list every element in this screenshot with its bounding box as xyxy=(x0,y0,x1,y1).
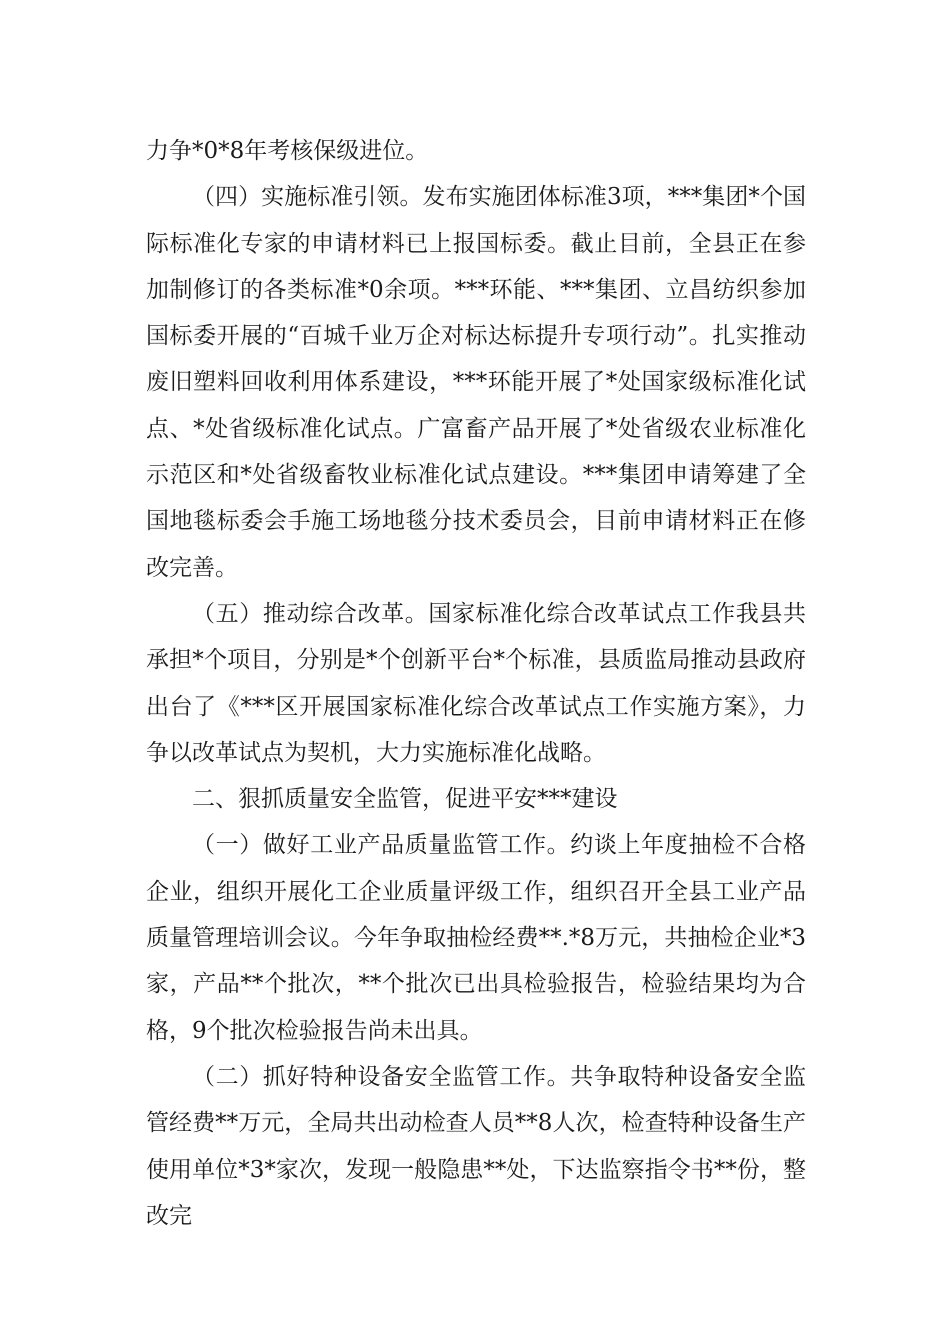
paragraph-industrial-product-supervision: （一）做好工业产品质量监管工作。约谈上年度抽检不合格企业，组织开展化工企业质量评级工作，组织召开全县工业产品质量管理培训会议。今年争取抽检经费**.*8万元，共抽检企业*3家，产品**个批次，**个批次已出具检验报告，检验结果均为合格，9个批次检验报告尚未出具。 xyxy=(146,832,806,1044)
paragraph-continuation: 力争*0*8年考核保级进位。 xyxy=(146,138,429,164)
paragraph-special-equipment-supervision: （二）抓好特种设备安全监管工作。共争取特种设备安全监管经费**万元，全局共出动检查人员**8人次，检查特种设备生产使用单位*3*家次，发现一般隐患**处，下达监察指令书**份，整改完 xyxy=(146,1063,806,1229)
paragraph-standards-leading: （四）实施标准引领。发布实施团体标准3项，***集团*个国际标准化专家的申请材料已上报国标委。截止目前，全县正在参加制修订的各类标准*0余项。***环能、***集团、立昌纺织参加国标委开展的“百城千业万企对标达标提升专项行动”。扎实推动废旧塑料回收利用体系建设，***环能开展了*处国家级标准化试点、*处省级标准化试点。广富畜产品开展了*处省级农业标准化示范区和*处省级畜牧业标准化试点建设。***集团申请筹建了全国地毯标委会手施工场地毯分技术委员会，目前申请材料正在修改完善。 xyxy=(146,184,806,581)
paragraph-comprehensive-reform: （五）推动综合改革。国家标准化综合改革试点工作我县共承担*个项目，分别是*个创新平台*个标准，县质监局推动县政府出台了《***区开展国家标准化综合改革试点工作实施方案》，力争以改革试点为契机，大力实施标准化战略。 xyxy=(146,600,806,766)
document-body xyxy=(146,128,806,1239)
section-heading-quality-safety: 二、狠抓质量安全监管，促进平安***建设 xyxy=(192,786,618,813)
